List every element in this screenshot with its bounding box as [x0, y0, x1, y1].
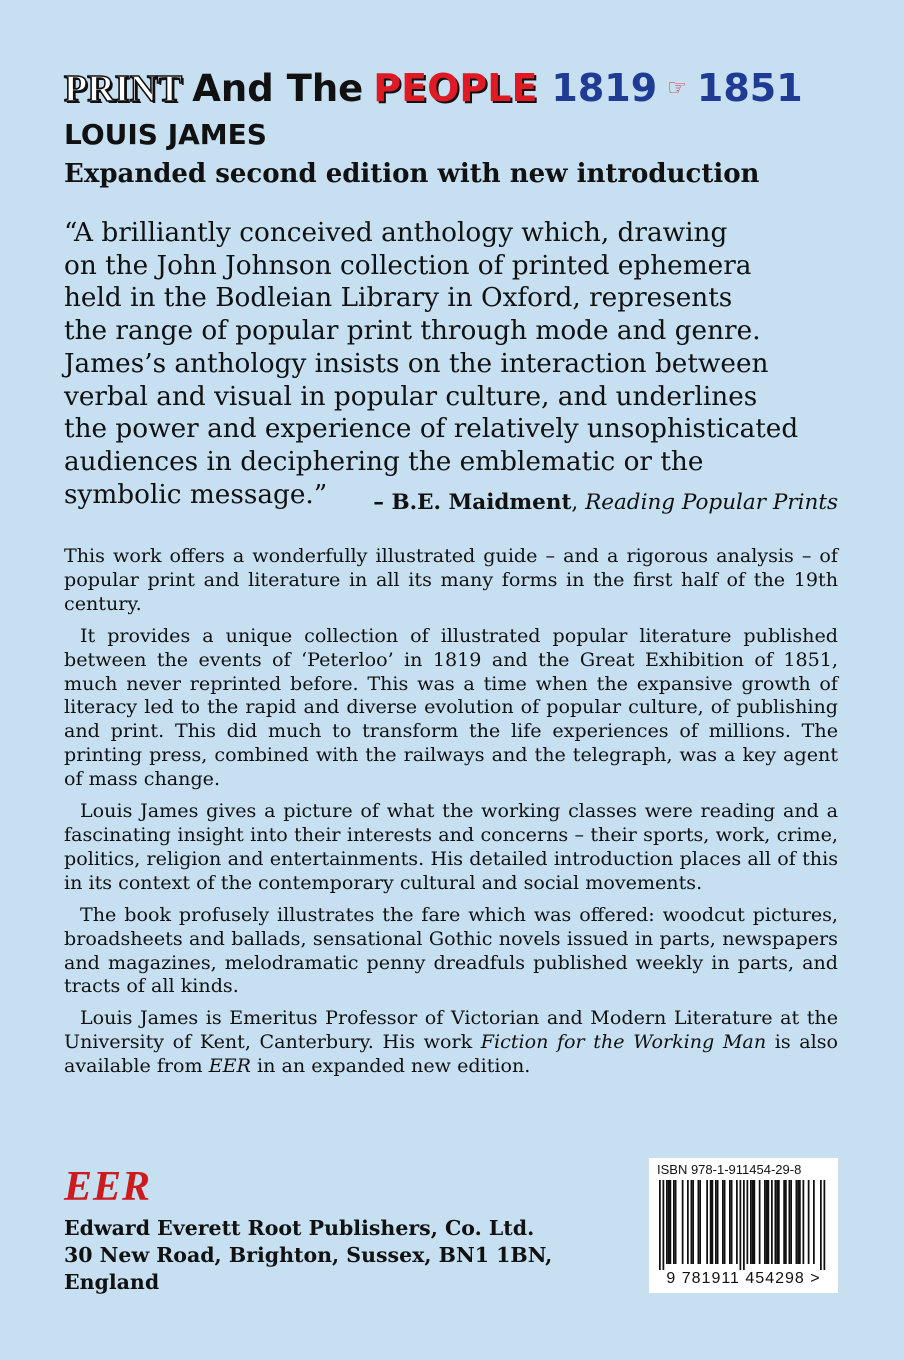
- blurb-paragraph-1: This work offers a wonderfully illustrated guide – and a rigorous analysis – of popular print and literature in all its many forms in the first half of the 19th century.: [64, 544, 838, 615]
- barcode-bar: [754, 1180, 756, 1264]
- publisher-address-line-2: England: [64, 1270, 160, 1294]
- barcode-bar: [722, 1180, 724, 1264]
- barcode-digits: 9 781911 454298 >: [666, 1270, 821, 1287]
- quote-line: the power and experience of relatively unsophisticated: [64, 414, 799, 445]
- barcode-bar: [682, 1180, 684, 1264]
- barcode-bar: [797, 1180, 799, 1264]
- review-quote: [64, 217, 844, 511]
- barcode-bar: [766, 1180, 768, 1264]
- barcode-bar: [673, 1180, 675, 1264]
- title-and-the: And The: [192, 67, 364, 110]
- barcode-bar: [771, 1180, 773, 1264]
- publisher-address-line-1: 30 New Road, Brighton, Sussex, BN1 1BN,: [64, 1243, 553, 1267]
- p5-text-c: in an expanded new edition.: [250, 1054, 531, 1078]
- barcode-bar: [675, 1180, 677, 1264]
- barcode-bar: [731, 1180, 733, 1264]
- barcode-bar: [778, 1180, 780, 1264]
- quote-line: symbolic message.”: [64, 479, 328, 510]
- pointing-hand-icon: ☞: [667, 76, 687, 101]
- barcode-guard-bar: [820, 1180, 822, 1270]
- barcode-bar: [670, 1180, 672, 1264]
- edition-subtitle: Expanded second edition with new introduction: [64, 159, 760, 189]
- barcode-bar: [692, 1180, 694, 1264]
- blurb-paragraph-3: Louis James gives a picture of what the working classes were reading and a fascinating insight into their interests and concerns – their sports, work, crime, politics, religion and entertainments. His detailed introduction places all of this in its context of the contemporary cultural and social movements.: [64, 799, 838, 894]
- barcode-guard-bar: [663, 1180, 665, 1270]
- barcode-bar: [712, 1180, 714, 1264]
- barcode-guard-bar: [824, 1180, 826, 1270]
- book-title: [64, 66, 803, 111]
- barcode-bar: [776, 1180, 778, 1264]
- barcode-bar: [775, 1180, 777, 1264]
- barcode-bar: [715, 1180, 717, 1264]
- barcode-bar: [736, 1180, 738, 1264]
- quote-line: verbal and visual in popular culture, and underlines: [64, 381, 758, 412]
- quote-line: held in the Bodleian Library in Oxford, represents: [64, 283, 733, 314]
- title-year-start: 1819: [551, 66, 658, 110]
- blurb-paragraph-2: It provides a unique collection of illustrated popular literature published between the events of ‘Peterloo’ in 1819 and the Great Exhibition of 1851, much never reprinted before. This was a time when the expansive growth of literacy led to the rapid and diverse evolution of popular culture, of publishing and print. This did much to transform the life experiences of millions. The printing press, combined with the railways and the telegraph, was a key agent of mass change.: [64, 623, 838, 791]
- barcode-guard-bar: [659, 1180, 661, 1270]
- author-name: LOUIS JAMES: [64, 118, 267, 151]
- isbn-barcode: [649, 1158, 838, 1293]
- isbn-label: ISBN 978-1-911454-29-8: [657, 1162, 802, 1177]
- barcode-bars: [657, 1180, 830, 1270]
- attribution-work: Reading Popular Prints: [585, 490, 838, 515]
- barcode-bar: [789, 1180, 791, 1264]
- quote-line: “A brilliantly conceived anthology which, drawing: [64, 218, 728, 248]
- quote-attribution: [373, 490, 838, 515]
- barcode-bar: [759, 1180, 761, 1264]
- barcode-guard-bar: [743, 1180, 745, 1270]
- barcode-bar: [699, 1180, 701, 1264]
- barcode-bar: [747, 1180, 749, 1264]
- attribution-sep: ,: [571, 490, 586, 515]
- blurb: [64, 544, 838, 1086]
- barcode-bar: [790, 1180, 792, 1264]
- barcode-bar: [724, 1180, 726, 1264]
- barcode-bar: [706, 1180, 708, 1264]
- barcode-bar: [808, 1180, 810, 1264]
- barcode-guard-bar: [740, 1180, 742, 1270]
- p5-eer: EER: [208, 1054, 251, 1078]
- barcode-bar: [729, 1180, 731, 1264]
- barcode-bar: [750, 1180, 752, 1264]
- barcode-bar: [803, 1180, 805, 1264]
- p5-text-b: is also available from: [64, 1030, 839, 1078]
- barcode-bar: [691, 1180, 693, 1264]
- blurb-paragraph-5: [64, 1006, 838, 1078]
- blurb-paragraph-4: The book profusely illustrates the fare which was offered: woodcut pictures, broadsheets and ballads, sensational Gothic novels issued in parts, newspapers and magazines, melodramatic penny dreadfuls published weekly in parts, and tracts of all kinds.: [64, 902, 838, 998]
- barcode-bar: [813, 1180, 815, 1264]
- quote-line: the range of popular print through mode and genre.: [64, 316, 761, 347]
- title-print: PRINT: [64, 68, 183, 110]
- barcode-bar: [698, 1180, 700, 1264]
- barcode-bar: [799, 1180, 801, 1264]
- quote-line: audiences in deciphering the emblematic or the: [64, 446, 704, 477]
- title-year-end: 1851: [696, 66, 803, 110]
- p5-book-title: Fiction for the Working Man: [480, 1030, 767, 1054]
- barcode-bar: [717, 1180, 719, 1264]
- publisher-name: Edward Everett Root Publishers, Co. Ltd.: [64, 1216, 535, 1240]
- attribution-name: B.E. Maidment: [391, 490, 572, 515]
- barcode-bar: [666, 1180, 668, 1264]
- quote-line: on the John Johnson collection of printed ephemera: [64, 250, 752, 281]
- eer-logo: EER: [64, 1164, 152, 1210]
- barcode-bar: [768, 1180, 770, 1264]
- barcode-bar: [752, 1180, 754, 1264]
- quote-line: James’s anthology insists on the interaction between: [64, 348, 769, 379]
- barcode-bar: [710, 1180, 712, 1264]
- barcode-bar: [764, 1180, 766, 1264]
- barcode-bar: [687, 1180, 689, 1264]
- publisher-block: [64, 1215, 552, 1296]
- attribution-dash: –: [373, 490, 392, 515]
- p5-text-a: Louis James is Emeritus Professor of Victorian and Modern Literature at the University of Kent, Canterbury. His work: [64, 1006, 838, 1054]
- barcode-bar: [796, 1180, 798, 1264]
- barcode-bar: [785, 1180, 787, 1264]
- barcode-bar: [783, 1180, 785, 1264]
- barcode-bar: [668, 1180, 670, 1264]
- title-people: PEOPLE: [373, 66, 538, 110]
